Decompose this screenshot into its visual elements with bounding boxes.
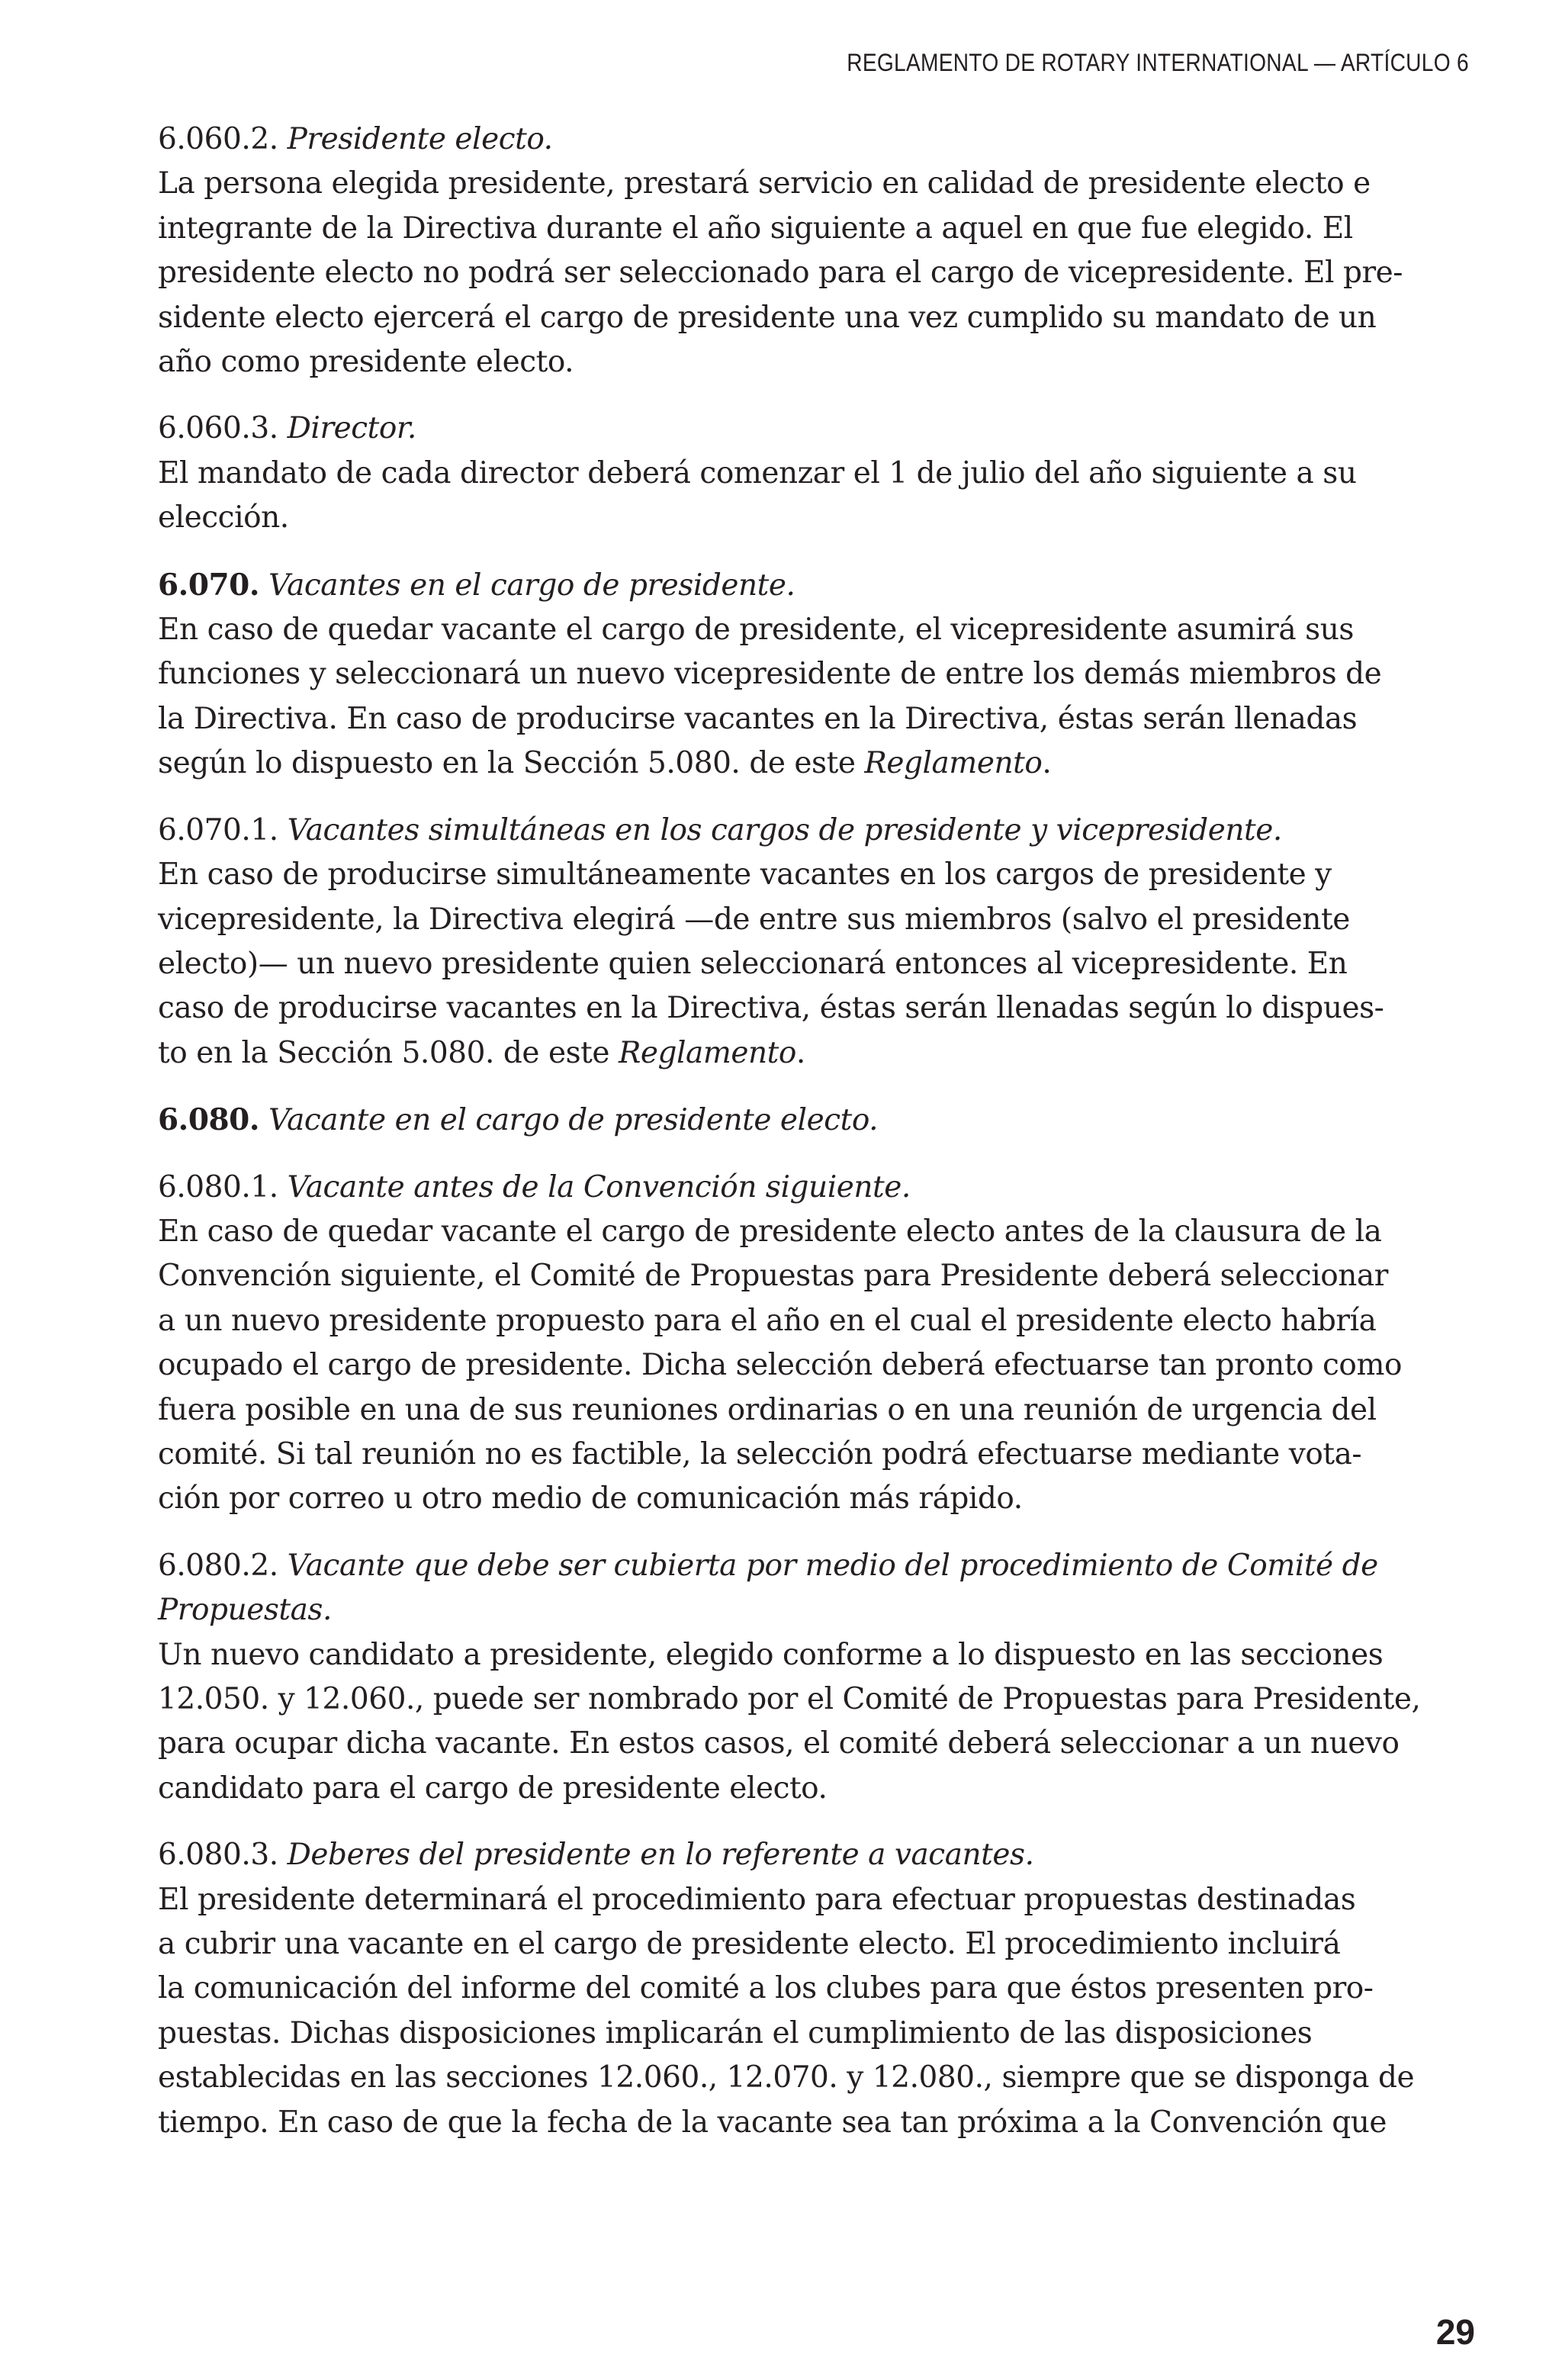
body-line: ocupado el cargo de presidente. Dicha selección deberá efectuarse tan pronto como — [158, 1348, 1403, 1383]
body-line: vicepresidente, la Directiva elegirá —de entre sus miembros (salvo el presidente — [158, 902, 1350, 937]
body-line: presidente electo no podrá ser seleccionado para el cargo de vicepresidente. El pre- — [158, 256, 1403, 291]
body-line: la Directiva. En caso de producirse vacantes en la Directiva, éstas serán llenadas — [158, 701, 1358, 736]
body-line: El mandato de cada director deberá comenzar el 1 de julio del año siguiente a su — [158, 455, 1357, 490]
section-title: Presidente electo. — [287, 122, 553, 156]
section-heading — [158, 407, 1477, 451]
body-line: El presidente determinará el procedimiento para efectuar propuestas destinadas — [158, 1882, 1356, 1917]
section-6-060-2 — [158, 117, 1477, 384]
body-line: electo)— un nuevo presidente quien seleccionará entonces al vicepresidente. En — [158, 946, 1348, 981]
section-6-080-3 — [158, 1833, 1477, 2145]
section-heading — [158, 563, 1477, 608]
body-line: La persona elegida presidente, prestará servicio en calidad de presidente electo e — [158, 166, 1371, 201]
section-6-080-2 — [158, 1544, 1477, 1811]
body-line: integrante de la Directiva durante el año siguiente a aquel en que fue elegido. El — [158, 211, 1353, 246]
section-title-continued: Propuestas. — [158, 1593, 332, 1628]
body-line: sidente electo ejercerá el cargo de presidente una vez cumplido su mandato de un — [158, 300, 1377, 335]
section-number: 6.080.3. — [158, 1838, 278, 1873]
section-6-060-3 — [158, 407, 1477, 540]
section-heading — [158, 1544, 1477, 1588]
body-line: ción por correo u otro medio de comunicación más rápido. — [158, 1481, 1023, 1516]
section-number: 6.060.3. — [158, 411, 278, 446]
body-line: establecidas en las secciones 12.060., 12.070. y 12.080., siempre que se disponga de — [158, 2060, 1415, 2095]
body-text: según lo dispuesto en la Sección 5.080. de este — [158, 746, 865, 781]
body-line: caso de producirse vacantes en la Directiva, éstas serán llenadas según lo dispues- — [158, 991, 1384, 1026]
section-number: 6.080.2. — [158, 1548, 278, 1583]
body-line — [158, 741, 1477, 786]
section-title: Vacantes simultáneas en los cargos de presidente y vicepresidente. — [287, 812, 1282, 847]
body-line: En caso de quedar vacante el cargo de presidente, el vicepresidente asumirá sus — [158, 613, 1354, 648]
page-number: 29 — [1435, 2312, 1475, 2352]
section-number: 6.080.1. — [158, 1169, 278, 1204]
section-number: 6.070.1. — [158, 812, 278, 847]
reglamento-italic: Reglamento — [864, 746, 1043, 781]
body-line: puestas. Dichas disposiciones implicarán el cumplimiento de las disposiciones — [158, 2015, 1313, 2050]
section-heading — [158, 117, 1477, 162]
section-heading — [158, 809, 1477, 853]
body-line: a cubrir una vacante en el cargo de presidente electo. El procedimiento incluirá — [158, 1927, 1341, 1962]
body-line: 12.050. y 12.060., puede ser nombrado por el Comité de Propuestas para Presidente, — [158, 1682, 1421, 1716]
body-line: En caso de quedar vacante el cargo de presidente electo antes de la clausura de la — [158, 1214, 1382, 1249]
section-6-080-1 — [158, 1166, 1477, 1522]
body-line: fuera posible en una de sus reuniones ordinarias o en una reunión de urgencia del — [158, 1392, 1377, 1427]
body-line: En caso de producirse simultáneamente vacantes en los cargos de presidente y — [158, 857, 1332, 892]
section-title: Vacante que debe ser cubierta por medio del procedimiento de Comité de — [287, 1548, 1378, 1583]
body-line: para ocupar dicha vacante. En estos casos, el comité deberá seleccionar a un nuevo — [158, 1726, 1400, 1761]
body-line: comité. Si tal reunión no es factible, la selección podrá efectuarse mediante vota- — [158, 1436, 1362, 1471]
body-line: candidato para el cargo de presidente electo. — [158, 1771, 828, 1806]
body-line: tiempo. En caso de que la fecha de la vacante sea tan próxima a la Convención que — [158, 2105, 1387, 2140]
document-body — [158, 117, 1477, 2167]
body-line: Un nuevo candidato a presidente, elegido conforme a lo dispuesto en las secciones — [158, 1637, 1384, 1672]
body-line: a un nuevo presidente propuesto para el año en el cual el presidente electo habría — [158, 1303, 1377, 1338]
section-title: Director. — [287, 411, 416, 446]
section-heading — [158, 1166, 1477, 1210]
section-number: 6.070. — [158, 567, 260, 603]
section-number: 6.060.2. — [158, 122, 278, 156]
body-line: Convención siguiente, el Comité de Propuestas para Presidente deberá seleccionar — [158, 1259, 1388, 1294]
body-text: . — [795, 1035, 805, 1070]
section-title: Deberes del presidente en lo referente a vacantes. — [287, 1838, 1034, 1873]
body-line — [158, 1031, 1477, 1076]
body-line: funciones y seleccionará un nuevo vicepresidente de entre los demás miembros de — [158, 657, 1382, 692]
body-text: to en la Sección 5.080. de este — [158, 1035, 619, 1070]
running-header: REGLAMENTO DE ROTARY INTERNATIONAL — ARTÍCULO 6 — [847, 49, 1469, 76]
section-6-070-1 — [158, 809, 1477, 1076]
body-line: elección. — [158, 500, 289, 536]
reglamento-italic: Reglamento — [618, 1035, 796, 1070]
section-title: Vacante en el cargo de presidente electo. — [268, 1103, 879, 1138]
body-text: . — [1042, 746, 1052, 781]
section-title: Vacante antes de la Convención siguiente. — [287, 1169, 911, 1204]
section-title: Vacantes en el cargo de presidente. — [268, 568, 795, 603]
section-6-080 — [158, 1098, 1477, 1143]
body-line: la comunicación del informe del comité a los clubes para que éstos presenten pro- — [158, 1971, 1374, 2006]
body-line: año como presidente electo. — [158, 345, 574, 380]
section-6-070 — [158, 563, 1477, 786]
section-number: 6.080. — [158, 1102, 260, 1138]
section-heading — [158, 1098, 1477, 1143]
section-heading — [158, 1833, 1477, 1877]
